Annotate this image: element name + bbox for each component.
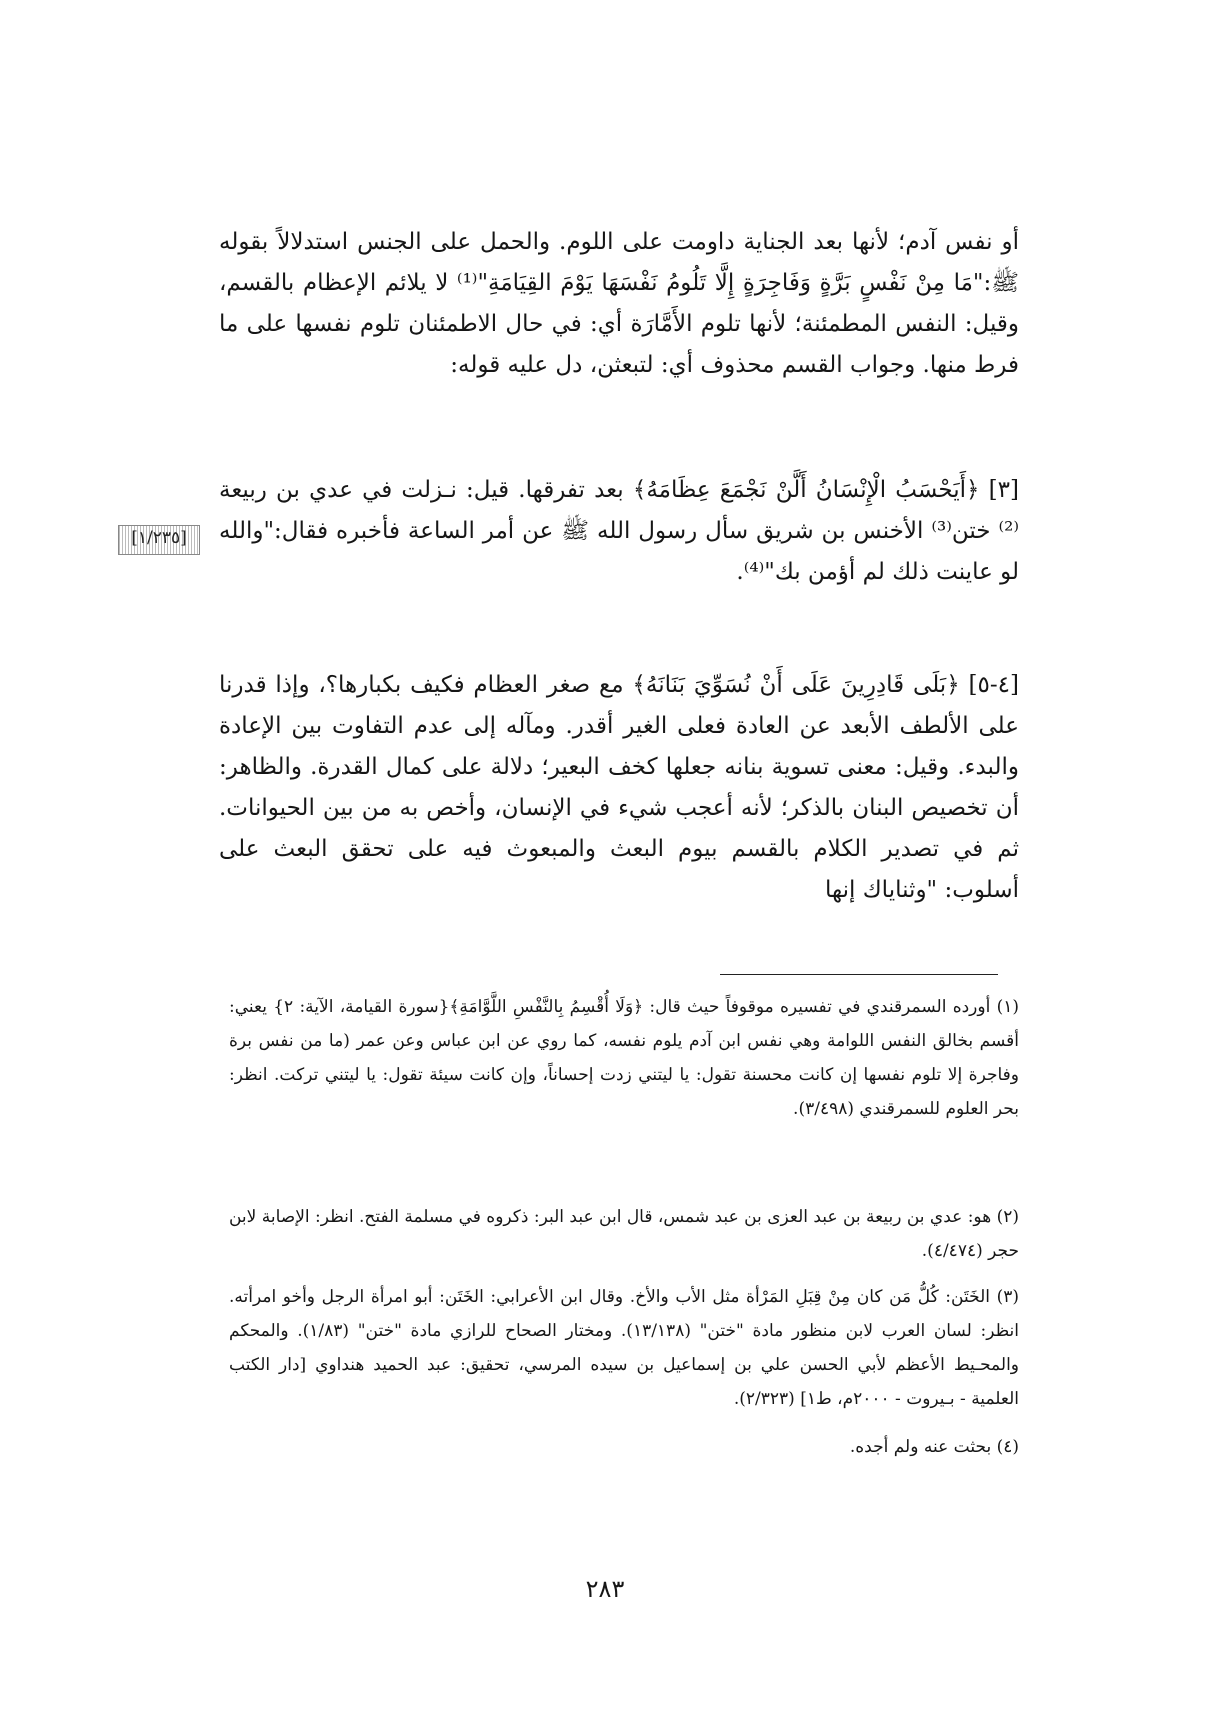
paragraph-1 bbox=[219, 222, 1019, 386]
paragraph-3 bbox=[219, 665, 1019, 911]
margin-page-stamp bbox=[118, 525, 200, 555]
footnote-separator bbox=[720, 974, 998, 975]
footnote-2: (٢) هو: عدي بن ربيعة بن عبد العزى بن عبد شمس، قال ابن عبد البر: ذكروه في مسلمة الفتح. انظر: الإصابة لابن حجر (٤/٤٧٤). bbox=[228, 1207, 1019, 1261]
page-number: ٢٨٣ bbox=[585, 1575, 625, 1603]
footnote-3: (٣) الخَتَن: كُلُّ مَن كان مِنْ قِبَلِ المَرْأة مثل الأب والأخ. وقال ابن الأعرابي: الخَتَن: أبو امرأة الرجل وأخو امرأته. انظر: لسان العرب لابن منظور مادة "ختن" (١٣/١٣٨). ومختار الصحاح للرازي مادة "ختن" (١/٨٣). والمحكم والمحـيط الأعظم لأبي الحسن علي بن إسماعيل بن سيده المرسي، تحقيق: عبد الحميد هنداوي [دار الكتب العلمية - بـيروت - ٢٠٠٠م، ط١] (٢/٣٢٣). bbox=[229, 1287, 1019, 1409]
paragraph-1-text: أو نفس آدم؛ لأنها بعد الجناية داومت على اللوم. والحمل على الجنس استدلالاً بقوله ﷺ:"مَا مِنْ نَفْسٍ بَرَّةٍ وَفَاجِرَةٍ إِلَّا تَلُومُ نَفْسَهَا يَوْمَ القِيَامَةِ"⁽¹⁾ لا يلائم الإعظام بالقسم، وقيل: النفس المطمئنة؛ لأنها تلوم الأَمَّارَة أي: في حال الاطمئنان تلوم نفسها على ما فرط منها. وجواب القسم محذوف أي: لتبعثن، دل عليه قوله: bbox=[219, 229, 1020, 378]
margin-stamp-text: [١/٢٣٥] bbox=[131, 528, 187, 548]
paragraph-3-text: ﴿بَلَى قَادِرِينَ عَلَى أَنْ نُسَوِّيَ بَنَانَهُ﴾ مع صغر العظام فكيف بكبارها؟، وإذا قدرنا على الألطف الأبعد عن العادة فعلى الغير أقدر. ومآله إلى عدم التفاوت بين الإعادة والبدء. وقيل: معنى تسوية بنانه جعلها كخف البعير؛ دلالة على كمال القدرة. والظاهر: أن تخصيص البنان بالذكر؛ لأنه أعجب شيء في الإنسان، وأخص به من بين الحيوانات. ثم في تصدير الكلام بالقسم بيوم البعث والمبعوث فيه على تحقق البعث على أسلوب: "وثناياك إنها bbox=[219, 672, 1019, 903]
footnote-4: (٤) بحثت عنه ولم أجده. bbox=[849, 1437, 1019, 1457]
paragraph-2 bbox=[219, 470, 1019, 593]
footnote-1: (١) أورده السمرقندي في تفسيره موقوفاً حيث قال: ﴿وَلَا أُقْسِمُ بِالنَّفْسِ اللَّوَّامَةِ﴾{سورة القيامة، الآية: ٢} يعني: أقسم بخالق النفس اللوامة وهي نفس ابن آدم يلوم نفسه، كما روي عن ابن عباس وعن عمر (ما من نفس برة وفاجرة إلا تلوم نفسها إن كانت محسنة تقول: يا ليتني زدت إحساناً، وإن كانت سيئة تقول: يا ليتني تركت. انظر: بحر العلوم للسمرقندي (٣/٤٩٨). bbox=[229, 997, 1019, 1119]
verse-marker-4-5: [٤-٥] bbox=[968, 672, 1019, 698]
paragraph-2-text: ﴿أَيَحْسَبُ الْإِنْسَانُ أَلَّنْ نَجْمَعَ عِظَامَهُ﴾ بعد تفرقها. قيل: نـزلت في عدي بن ربيعة ⁽²⁾ ختن⁽³⁾ الأخنس بن شريق سأل رسول الله ﷺ عن أمر الساعة فأخبره فقال:"والله لو عاينت ذلك لم أؤمن بك"⁽⁴⁾. bbox=[219, 477, 1019, 585]
verse-marker-3: [٣] bbox=[988, 477, 1019, 503]
